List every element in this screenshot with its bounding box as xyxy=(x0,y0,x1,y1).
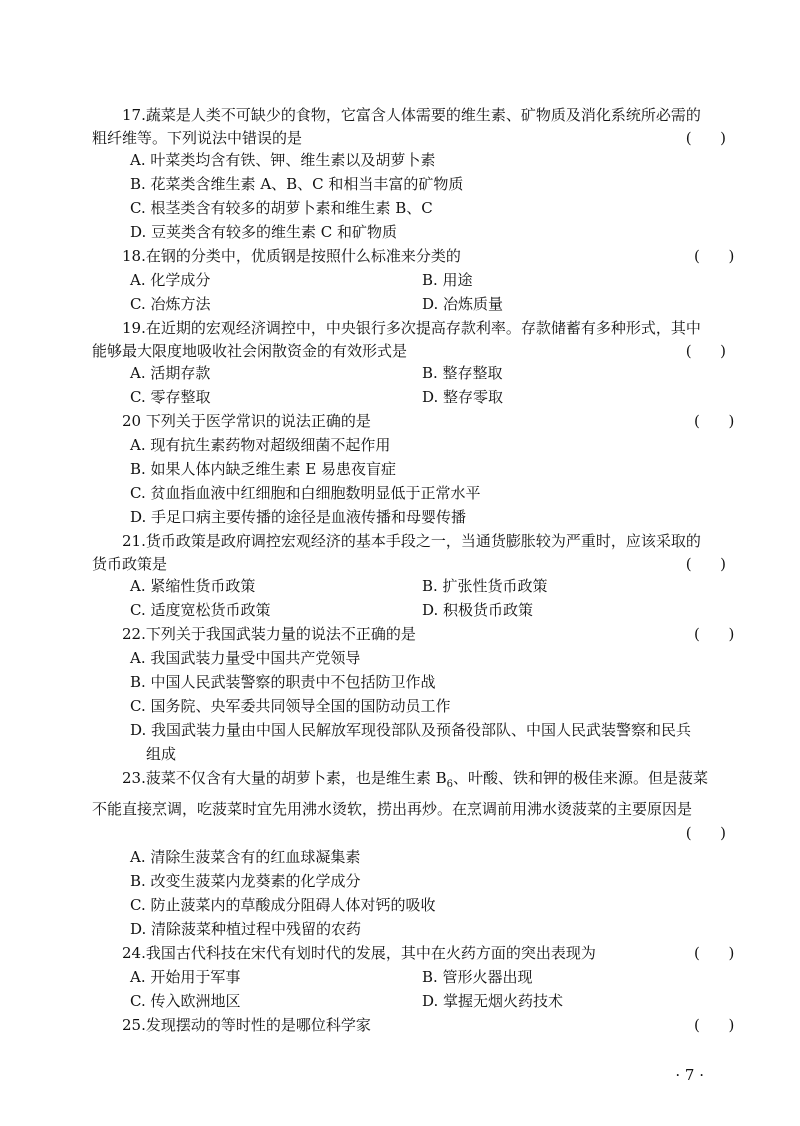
option-a: A. 开始用于军事 xyxy=(130,968,241,986)
answer-bracket: ( ) xyxy=(694,625,735,643)
question-list xyxy=(92,103,735,1037)
option-d: D. 冶炼质量 xyxy=(422,295,504,313)
question-20-stem: 20 下列关于医学常识的说法正确的是 xyxy=(122,412,371,430)
option-c: C. 贫血指血液中红细胞和白细胞数明显低于正常水平 xyxy=(130,484,481,502)
option-c: C. 国务院、央军委共同领导全国的国防动员工作 xyxy=(130,697,451,715)
question-22-stem: 22.下列关于我国武装力量的说法不正确的是 xyxy=(122,625,416,643)
answer-bracket: ( ) xyxy=(685,824,726,842)
question-25-stem: 25.发现摆动的等时性的是哪位科学家 xyxy=(122,1016,371,1034)
question-22 xyxy=(92,622,735,766)
question-19 xyxy=(92,316,726,409)
option-a: A. 现有抗生素药物对超级细菌不起作用 xyxy=(130,436,391,454)
option-c: C. 根茎类含有较多的胡萝卜素和维生素 B、C xyxy=(130,199,433,217)
stem-text: 23.菠菜不仅含有大量的胡萝卜素，也是维生素 B xyxy=(122,769,447,787)
option-a: A. 清除生菠菜含有的红血球凝集素 xyxy=(130,848,361,866)
option-a: A. 活期存款 xyxy=(130,364,211,382)
option-b: B. 整存整取 xyxy=(422,364,503,382)
question-24 xyxy=(92,941,735,1013)
option-b: B. 管形火器出现 xyxy=(422,968,533,986)
question-20 xyxy=(92,409,735,529)
page-number: · 7 · xyxy=(675,1066,704,1084)
option-a: A. 我国武装力量受中国共产党领导 xyxy=(130,649,361,667)
question-17 xyxy=(92,103,726,244)
option-d-line1: D. 我国武装力量由中国人民解放军现役部队及预备役部队、中国人民武装警察和民兵 xyxy=(130,721,692,739)
question-21 xyxy=(92,529,726,622)
answer-bracket: ( ) xyxy=(685,342,726,360)
option-b: B. 改变生菠菜内龙葵素的化学成分 xyxy=(130,872,361,890)
option-b: B. 花菜类含维生素 A、B、C 和相当丰富的矿物质 xyxy=(130,175,464,193)
answer-bracket: ( ) xyxy=(694,1016,735,1034)
answer-bracket: ( ) xyxy=(685,555,726,573)
option-c: C. 防止菠菜内的草酸成分阻碍人体对钙的吸收 xyxy=(130,896,436,914)
option-d: D. 掌握无烟火药技术 xyxy=(422,992,564,1010)
option-d: D. 手足口病主要传播的途径是血液传播和母婴传播 xyxy=(130,508,467,526)
option-d: D. 积极货币政策 xyxy=(422,601,534,619)
option-d: D. 整存零取 xyxy=(422,388,504,406)
answer-bracket: ( ) xyxy=(694,247,735,265)
option-b: B. 扩张性货币政策 xyxy=(422,577,548,595)
option-c: C. 零存整取 xyxy=(130,388,211,406)
question-18 xyxy=(92,244,735,316)
option-b: B. 中国人民武装警察的职责中不包括防卫作战 xyxy=(130,673,436,691)
option-a: A. 叶菜类均含有铁、钾、维生素以及胡萝卜素 xyxy=(130,151,436,169)
question-25 xyxy=(92,1013,735,1037)
answer-bracket: ( ) xyxy=(694,412,735,430)
stem-text: 、叶酸、铁和钾的极佳来源。但是菠菜 xyxy=(453,769,709,787)
question-18-stem: 18.在钢的分类中，优质钢是按照什么标准来分类的 xyxy=(122,247,461,265)
option-a: A. 化学成分 xyxy=(130,271,211,289)
question-24-stem: 24.我国古代科技在宋代有划时代的发展，其中在火药方面的突出表现为 xyxy=(122,944,596,962)
question-21-stem-line2: 货币政策是 xyxy=(92,555,168,573)
option-a: A. 紧缩性货币政策 xyxy=(130,577,256,595)
option-b: B. 如果人体内缺乏维生素 E 易患夜盲症 xyxy=(130,460,397,478)
question-19-stem-line2: 能够最大限度地吸收社会闲散资金的有效形式是 xyxy=(92,342,408,360)
option-b: B. 用途 xyxy=(422,271,473,289)
answer-bracket: ( ) xyxy=(685,129,726,147)
option-c: C. 传入欧洲地区 xyxy=(130,992,241,1010)
subscript-6: 6 xyxy=(446,779,454,790)
question-23-stem-line1 xyxy=(92,766,726,797)
question-17-stem-line2: 粗纤维等。下列说法中错误的是 xyxy=(92,129,303,147)
option-d: D. 清除菠菜种植过程中残留的农药 xyxy=(130,920,362,938)
question-19-stem-line1: 19.在近期的宏观经济调控中，中央银行多次提高存款利率。存款储蓄有多种形式，其中 xyxy=(122,319,701,337)
question-21-stem-line1: 21.货币政策是政府调控宏观经济的基本手段之一，当通货膨胀较为严重时，应该采取的 xyxy=(122,532,701,550)
option-d xyxy=(92,718,726,766)
question-17-stem-line1: 17.蔬菜是人类不可缺少的食物，它富含人体需要的维生素、矿物质及消化系统所必需的 xyxy=(122,106,701,124)
option-d: D. 豆荚类含有较多的维生素 C 和矿物质 xyxy=(130,223,398,241)
question-23 xyxy=(92,766,726,941)
answer-bracket: ( ) xyxy=(694,944,735,962)
option-c: C. 适度宽松货币政策 xyxy=(130,601,271,619)
option-c: C. 冶炼方法 xyxy=(130,295,211,313)
option-d-line2: 组成 xyxy=(146,745,177,763)
question-23-stem-line2: 不能直接烹调，吃菠菜时宜先用沸水烫软，捞出再炒。在烹调前用沸水烫菠菜的主要原因是 xyxy=(92,800,693,818)
